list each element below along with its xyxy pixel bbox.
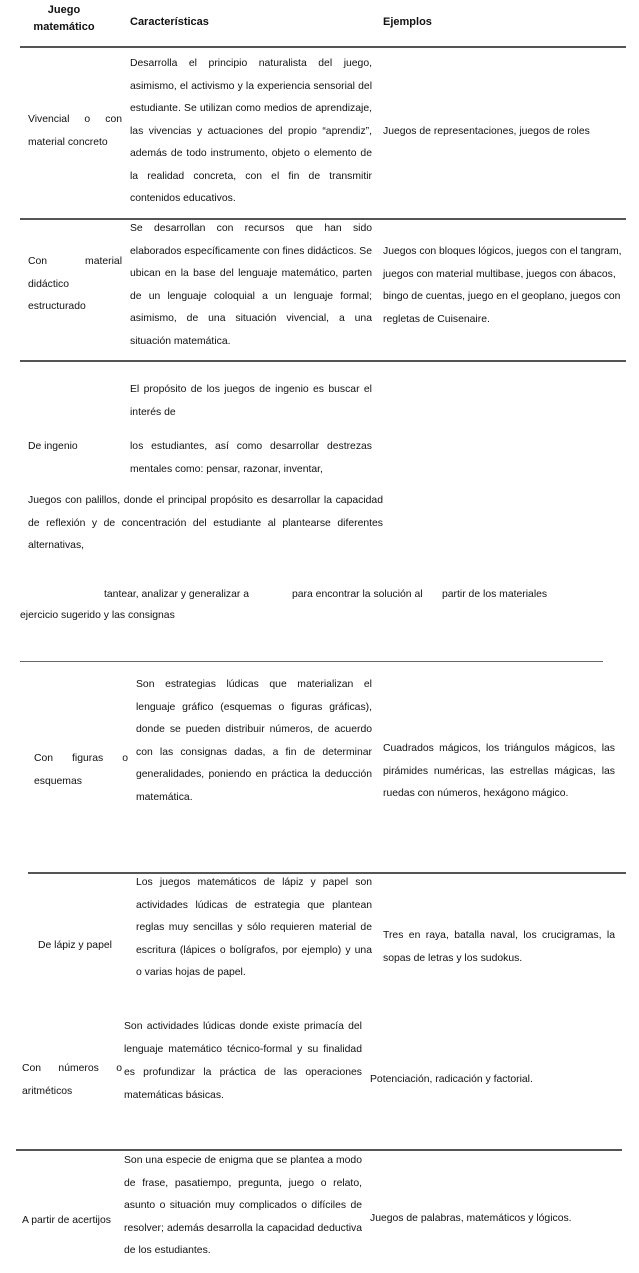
row-6-caracteristicas: Son una especie de enigma que se plantea a modo de frase, pasatiempo, pregunta, juego o relato, asunto o situación muy complicados o difíciles de resolver; además desarrolla la capacidad deductiva de los estudiantes. — [124, 1155, 362, 1256]
row-6-juego: A partir de acertijos — [22, 1215, 111, 1226]
header-caracteristicas: Características — [130, 16, 209, 28]
row-3-caracteristicas: Son estrategias lúdicas que materializan el lenguaje gráfico (esquemas o figuras gráficas), donde se pueden distribuir números, de acuerdo con las consignas dadas, a fin de determinar generalidades, poniendo en práctica la deducción matemática. — [136, 679, 372, 803]
row-0-juego: Vivencial o con material concreto — [28, 114, 122, 148]
row-1-ejemplos: Juegos con bloques lógicos, juegos con el tangram, juegos con material multibase, juegos con ábacos, bingo de cuentas, juego en el geoplano, juegos con regletas de Cuisenaire. — [383, 246, 622, 325]
row-divider — [20, 360, 626, 362]
row-4-juego: De lápiz y papel — [38, 940, 112, 951]
row-1-caracteristicas: Se desarrollan con recursos que han sido elaborados específicamente con fines didácticos. Se ubican en la base del lenguaje matemático, parten de un lenguaje coloquial a un lenguaje formal; asimismo, de una situación vivencial, a una situación matemática. — [130, 223, 373, 347]
row-2-ejemplos: Juegos con palillos, donde el principal propósito es desarrollar la capacidad de reflexión y de concentración del estudiante al plantearse diferentes alternativas, — [28, 495, 383, 551]
row-2-fragment-2: para encontrar la solución al — [292, 589, 423, 600]
header-juego: Juego matemático — [33, 4, 95, 33]
row-1-juego: Con material didáctico estructurado — [28, 256, 122, 312]
row-divider — [20, 661, 603, 662]
row-3-juego: Con figuras o esquemas — [34, 753, 128, 787]
row-2-fragment-1: tantear, analizar y generalizar a — [104, 589, 249, 600]
row-2-fragment-4: ejercicio sugerido y las consignas — [20, 610, 175, 621]
row-2-juego: De ingenio — [28, 441, 78, 452]
header-divider — [20, 46, 626, 48]
row-2-caracteristicas-a: El propósito de los juegos de ingenio es buscar el interés de — [130, 384, 372, 418]
row-0-ejemplos: Juegos de representaciones, juegos de roles — [383, 126, 590, 137]
row-2-fragment-3: partir de los materiales — [442, 589, 548, 600]
row-2-caracteristicas-b: los estudiantes, así como desarrollar destrezas mentales como: pensar, razonar, inventar, — [130, 441, 372, 475]
row-0-caracteristicas: Desarrolla el principio naturalista del juego, asimismo, el activismo y la experiencia sensorial del estudiante. Se utilizan como medios de aprendizaje, las vivencias y actuaciones del propio “aprendiz”, además de todo instrumento, objeto o elemento de la realidad concreta, con el fin de transmitir contenidos educativos. — [130, 58, 372, 204]
row-6-ejemplos: Juegos de palabras, matemáticos y lógicos. — [370, 1213, 572, 1224]
row-5-caracteristicas: Son actividades lúdicas donde existe primacía del lenguaje matemático técnico-formal y su finalidad es profundizar la práctica de las operaciones matemáticas básicas. — [124, 1021, 362, 1101]
row-4-caracteristicas: Los juegos matemáticos de lápiz y papel son actividades lúdicas de estrategia que plantean reglas muy sencillas y sólo requieren material de escritura (lápices o bolígrafos, por ejemplo) y una o varias hojas de papel. — [136, 877, 372, 978]
header-ejemplos: Ejemplos — [383, 16, 432, 28]
row-5-juego: Con números o aritméticos — [22, 1063, 122, 1097]
row-3-ejemplos: Cuadrados mágicos, los triángulos mágicos, las pirámides numéricas, las estrellas mágicas, las ruedas con números, hexágono mágico. — [383, 743, 615, 799]
row-5-ejemplos: Potenciación, radicación y factorial. — [370, 1074, 533, 1085]
row-4-ejemplos: Tres en raya, batalla naval, los crucigramas, la sopas de letras y los sudokus. — [383, 930, 615, 964]
